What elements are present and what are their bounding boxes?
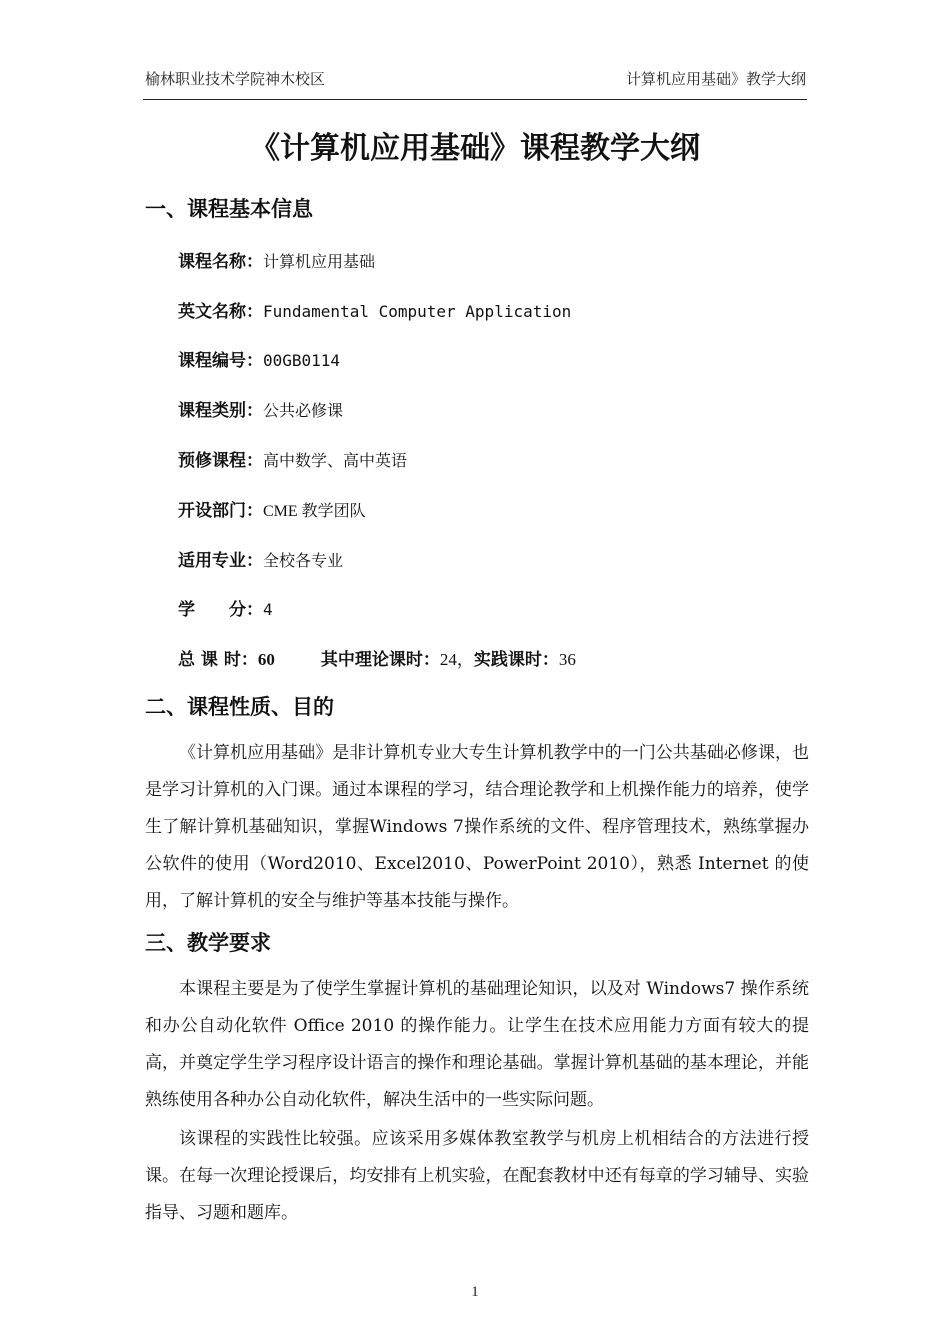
total-hours-value: 60: [257, 650, 275, 669]
running-header-document: 计算机应用基础》教学大纲: [625, 70, 806, 88]
section-heading-nature: 二、课程性质、目的: [145, 695, 334, 719]
requirements-paragraph-1: 本课程主要是为了使学生掌握计算机的基础理论知识，以及对 Windows7 操作系统和办公自动化软件 Office 2010 的操作能力。让学生在技术应用能力方面有较大的提高，并奠定学生学习程序设计语言的操作和理论基础。掌握计算机基础的基本理论，并能熟练使用各种办公自动化软件，解决生活中的一些实际问题。: [145, 979, 809, 1110]
course-type-row: [178, 398, 343, 424]
english-name-row: [178, 299, 571, 325]
page-number: 1: [471, 1284, 479, 1300]
requirements-paragraph-2: 该课程的实践性比较强。应该采用多媒体教室教学与机房上机相结合的方法进行授课。在每一次理论授课后，均安排有上机实验，在配套教材中还有每章的学习辅导、实验指导、习题和题库。: [145, 1129, 809, 1223]
section-heading-requirements: 三、教学要求: [145, 931, 271, 955]
practice-hours-label: 实践课时：: [473, 650, 559, 670]
prerequisite-label: 预修课程：: [178, 451, 263, 471]
course-code-value: 00GB0114: [263, 351, 341, 370]
department-label: 开设部门：: [178, 501, 263, 521]
section-heading-basic-info: 一、课程基本信息: [145, 197, 313, 221]
theory-hours-value: 24，: [439, 650, 474, 669]
practice-hours-value: 36: [558, 650, 576, 669]
prerequisite-row: [178, 448, 407, 474]
credit-value: 4: [263, 600, 273, 619]
course-name-value: 计算机应用基础: [263, 252, 376, 271]
major-value: 全校各专业: [263, 551, 344, 570]
course-name-row: [178, 249, 375, 275]
header-divider: [143, 99, 807, 100]
department-value: CME 教学团队: [263, 503, 366, 520]
course-type-label: 课程类别：: [178, 401, 263, 421]
prerequisite-value: 高中数学、高中英语: [263, 451, 408, 470]
credit-label: 学 分：: [178, 600, 263, 620]
credit-row: [178, 597, 273, 623]
theory-hours-label: 其中理论课时：: [320, 650, 440, 670]
total-hours-label: 总 课 时：: [178, 650, 258, 670]
major-label: 适用专业：: [178, 551, 263, 571]
hours-row: [178, 647, 576, 673]
course-nature-paragraph: 《计算机应用基础》是非计算机专业大专生计算机教学中的一门公共基础必修课，也是学习计算机的入门课。通过本课程的学习，结合理论教学和上机操作能力的培养，使学生了解计算机基础知识，掌握Windows 7操作系统的文件、程序管理技术，熟练掌握办公软件的使用（Word2010、Excel2010、PowerPoint 2010），熟悉 Internet 的使用，了解计算机的安全与维护等基本技能与操作。: [145, 743, 809, 911]
english-name-value: Fundamental Computer Application: [263, 302, 572, 321]
course-code-label: 课程编号：: [178, 351, 263, 371]
running-header-school: 榆林职业技术学院神木校区: [145, 70, 326, 88]
major-row: [178, 548, 343, 574]
department-row: [178, 498, 366, 525]
document-title: 《计算机应用基础》课程教学大纲: [250, 131, 700, 166]
english-name-label: 英文名称：: [178, 302, 263, 322]
course-name-label: 课程名称：: [178, 252, 263, 272]
course-type-value: 公共必修课: [263, 401, 344, 420]
course-code-row: [178, 348, 340, 374]
